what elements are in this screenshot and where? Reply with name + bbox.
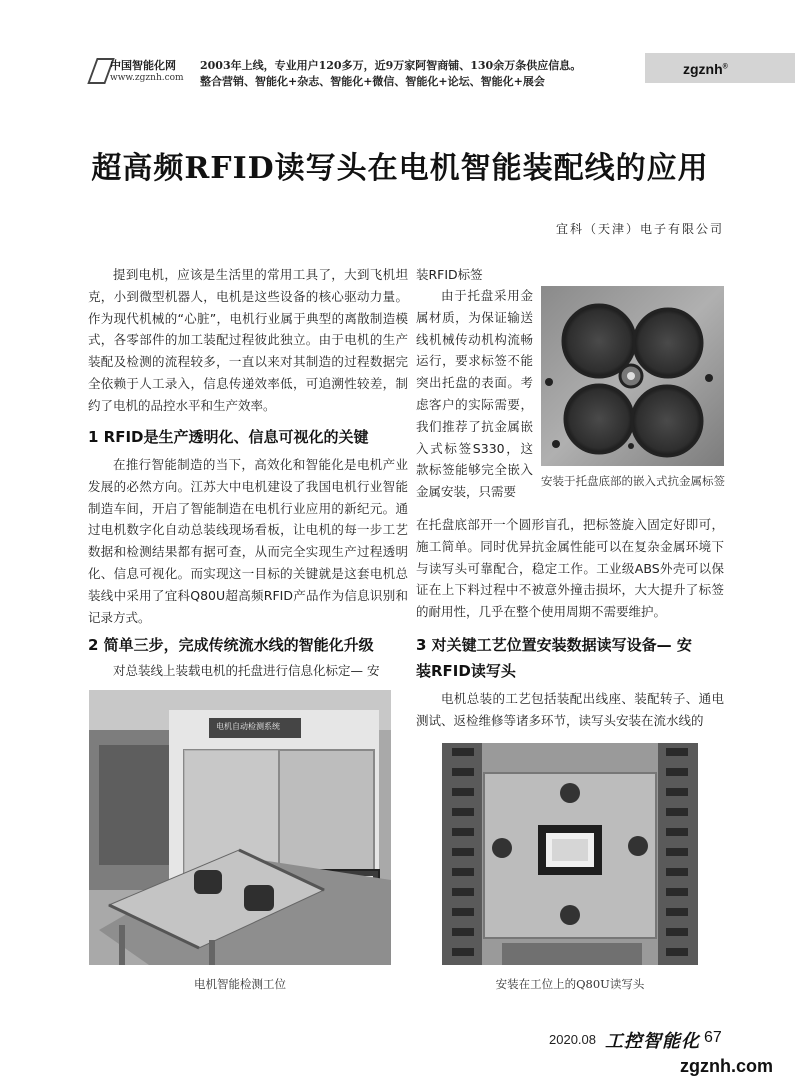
site-name: 中国智能化网 [110,59,176,72]
station-sign-label: 电机自动检测系统 [216,722,280,731]
right-paragraph-2: 电机总装的工艺包括装配出线座、装配转子、通电测试、返检维修等诸多环节，读写头安装在流水线的 [416,691,724,728]
section-heading-1: 1 RFID是生产透明化、信息可视化的关键 [88,428,369,446]
page-number: 67 [704,1029,722,1046]
footer-magazine-name: 工控智能化 [605,1031,700,1052]
article-title: 超高频RFID读写头在电机智能装配线的应用 [91,151,709,186]
caption-reader: 安装在工位上的Q80U读写头 [495,977,645,991]
tray-photo [541,286,724,466]
header-tag: zgznh® [683,61,728,77]
footer-date: 2020.08 [549,1032,596,1047]
station-sign [212,716,288,738]
section-heading-3-line-1: 3 对关键工艺位置安装数据读写设备— 安 [416,636,692,654]
right-paragraph-1-end: 在托盘底部开一个圆形盲孔，把标签旋入固定好即可，施工简单。同时优异抗金属性能可以在复杂金属环境下与读写头可靠配合，稳定工作。工业级ABS外壳可以保证在上下料过程中不被意外撞击损坏，大大提升了标签的耐用性，几乎在整个使用周期不需要维护。 [416,517,724,620]
section-heading-3-line-2: 装RFID读写头 [416,662,516,680]
left-paragraph-2: 在推行智能制造的当下，高效化和智能化是电机产业发展的必然方向。江苏大中电机建设了我国电机行业智能制造车间，开启了智能制造在电机行业应用的新纪元。通过电机数字化自动总装线现场看板，让电机的每一步工艺数据和检测结果都有据可查，从而完全实现生产过程透明化、信息可视化。而实现这一目标的关键就是这套电机总装线中采用了宜科Q80U超高频RFID产品作为信息识别和记录方式。 [88,457,408,625]
right-paragraph-1-wrap: 由于托盘采用金属材质，为保证输送线机械传动机构流畅运行，要求标签不能突出托盘的表面。考虑客户的实际需要，我们推荐了抗金属嵌入式标签S330，这款标签能够完全嵌入金属安装，只需要 [416,288,533,500]
left-paragraph-1: 提到电机，应该是生活里的常用工具了，大到飞机坦克，小到微型机器人，电机是这些设备的核心驱动力量。作为现代机械的“心脏”，电机行业属于典型的离散制造模式，各零部件的加工装配过程彼此独立。由于电机的生产装配及检测的流程较多，一直以来对其制造的过程数据完全依赖于人工录入，信息传递效率低，可追溯性较差，制约了电机的品控水平和生产效率。 [88,267,408,413]
section-heading-2: 2 简单三步，完成传统流水线的智能化升级 [88,636,374,654]
right-paragraph-1-start: 装RFID标签 [416,267,483,282]
caption-station: 电机智能检测工位 [194,977,286,991]
footer-url: zgznh.com [680,1056,773,1076]
left-paragraph-3: 对总装线上装载电机的托盘进行信息化标定— 安 [113,663,380,678]
article-author: 宜科（天津）电子有限公司 [555,222,724,236]
header-info-line-2: 整合营销、智能化+杂志、智能化+微信、智能化+论坛、智能化+展会 [200,75,545,88]
reader-photo [442,743,698,965]
caption-tray: 安装于托盘底部的嵌入式抗金属标签 [541,474,725,488]
header-info-line-1: 2003年上线，专业用户120多万，近9万家阿智商铺、130余万条供应信息。 [200,59,582,72]
site-url: www.zgznh.com [110,73,184,83]
